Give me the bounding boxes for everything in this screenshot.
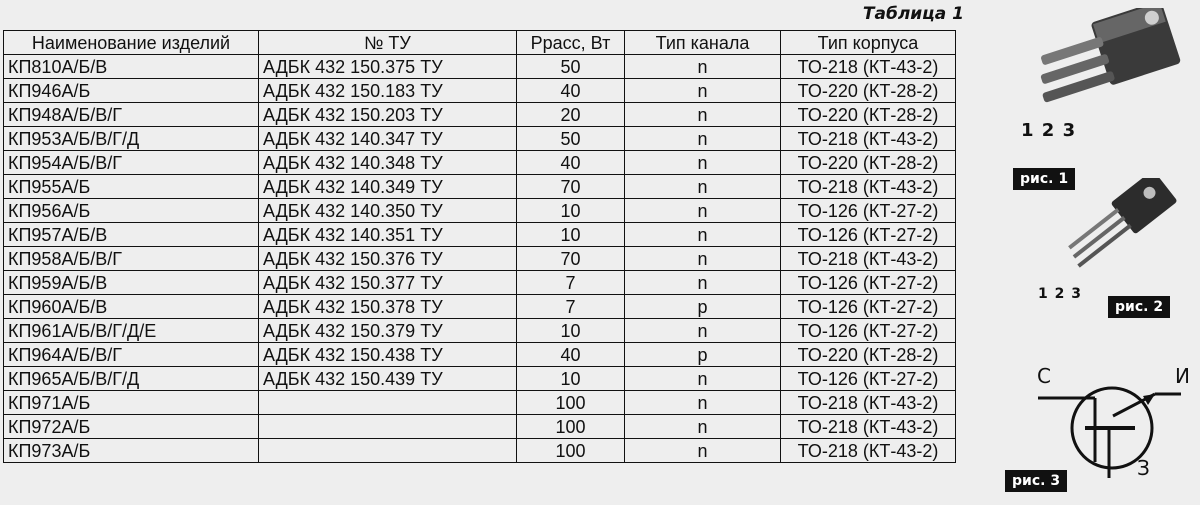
- cell-name: КП960А/Б/В: [4, 295, 259, 319]
- figure-3: [1005, 350, 1200, 500]
- table-row: [4, 55, 956, 79]
- cell-channel: n: [625, 79, 781, 103]
- cell-power: 10: [517, 319, 625, 343]
- cell-case: ТО-218 (КТ-43-2): [781, 439, 956, 463]
- table-row: [4, 199, 956, 223]
- fig3-source-label: И: [1175, 364, 1190, 388]
- cell-name: КП946А/Б: [4, 79, 259, 103]
- cell-name: КП948А/Б/В/Г: [4, 103, 259, 127]
- fig3-gate-label: З: [1137, 456, 1150, 480]
- cell-name: КП956А/Б: [4, 199, 259, 223]
- cell-power: 40: [517, 151, 625, 175]
- table-row: [4, 367, 956, 391]
- figure-1: [1015, 8, 1195, 188]
- cell-case: ТО-220 (КТ-28-2): [781, 103, 956, 127]
- figure-2: [1030, 178, 1200, 318]
- cell-channel: n: [625, 175, 781, 199]
- cell-power: 10: [517, 223, 625, 247]
- cell-tu: АДБК 432 150.203 ТУ: [259, 103, 517, 127]
- table-header-row: [4, 31, 956, 55]
- fig3-drain-label: С: [1037, 364, 1051, 388]
- cell-channel: n: [625, 55, 781, 79]
- cell-power: 100: [517, 415, 625, 439]
- cell-case: ТО-220 (КТ-28-2): [781, 151, 956, 175]
- cell-case: ТО-126 (КТ-27-2): [781, 295, 956, 319]
- table-row: [4, 391, 956, 415]
- cell-name: КП964А/Б/В/Г: [4, 343, 259, 367]
- cell-power: 10: [517, 367, 625, 391]
- cell-name: КП959А/Б/В: [4, 271, 259, 295]
- cell-name: КП972А/Б: [4, 415, 259, 439]
- cell-case: ТО-218 (КТ-43-2): [781, 127, 956, 151]
- header-name: Наименование изделий: [4, 31, 259, 55]
- cell-channel: n: [625, 391, 781, 415]
- cell-power: 7: [517, 271, 625, 295]
- cell-power: 100: [517, 391, 625, 415]
- cell-channel: n: [625, 223, 781, 247]
- cell-channel: n: [625, 439, 781, 463]
- fig3-label: рис. 3: [1005, 470, 1067, 492]
- table-row: [4, 415, 956, 439]
- cell-tu: АДБК 432 150.376 ТУ: [259, 247, 517, 271]
- cell-case: ТО-218 (КТ-43-2): [781, 175, 956, 199]
- cell-tu: [259, 439, 517, 463]
- cell-case: ТО-126 (КТ-27-2): [781, 319, 956, 343]
- cell-tu: [259, 391, 517, 415]
- cell-name: КП955А/Б: [4, 175, 259, 199]
- table-row: [4, 271, 956, 295]
- table-row: [4, 103, 956, 127]
- cell-name: КП961А/Б/В/Г/Д/Е: [4, 319, 259, 343]
- cell-power: 50: [517, 55, 625, 79]
- to-126-package-icon: [1030, 178, 1190, 288]
- cell-channel: n: [625, 271, 781, 295]
- header-tu: № ТУ: [259, 31, 517, 55]
- cell-tu: АДБК 432 140.350 ТУ: [259, 199, 517, 223]
- cell-power: 50: [517, 127, 625, 151]
- table-caption: Таблица 1: [862, 4, 964, 24]
- cell-tu: АДБК 432 150.439 ТУ: [259, 367, 517, 391]
- cell-power: 40: [517, 79, 625, 103]
- cell-power: 20: [517, 103, 625, 127]
- cell-tu: АДБК 432 150.183 ТУ: [259, 79, 517, 103]
- cell-case: ТО-220 (КТ-28-2): [781, 343, 956, 367]
- cell-case: ТО-220 (КТ-28-2): [781, 79, 956, 103]
- cell-power: 70: [517, 247, 625, 271]
- cell-case: ТО-126 (КТ-27-2): [781, 271, 956, 295]
- table-row: [4, 319, 956, 343]
- cell-tu: АДБК 432 140.351 ТУ: [259, 223, 517, 247]
- table-row: [4, 223, 956, 247]
- cell-name: КП958А/Б/В/Г: [4, 247, 259, 271]
- table-row: [4, 295, 956, 319]
- header-case: Тип корпуса: [781, 31, 956, 55]
- cell-power: 7: [517, 295, 625, 319]
- cell-channel: n: [625, 319, 781, 343]
- cell-case: ТО-218 (КТ-43-2): [781, 55, 956, 79]
- cell-name: КП971А/Б: [4, 391, 259, 415]
- cell-channel: n: [625, 415, 781, 439]
- cell-case: ТО-126 (КТ-27-2): [781, 367, 956, 391]
- specs-table: [3, 30, 956, 463]
- cell-channel: p: [625, 295, 781, 319]
- fig1-label: рис. 1: [1013, 168, 1075, 190]
- fig2-pin-numbers: 1 2 3: [1038, 286, 1082, 302]
- cell-tu: АДБК 432 150.379 ТУ: [259, 319, 517, 343]
- table-row: [4, 151, 956, 175]
- cell-case: ТО-126 (КТ-27-2): [781, 199, 956, 223]
- cell-tu: АДБК 432 150.377 ТУ: [259, 271, 517, 295]
- cell-name: КП810А/Б/В: [4, 55, 259, 79]
- cell-tu: АДБК 432 140.347 ТУ: [259, 127, 517, 151]
- cell-name: КП973А/Б: [4, 439, 259, 463]
- cell-case: ТО-126 (КТ-27-2): [781, 223, 956, 247]
- cell-tu: АДБК 432 140.349 ТУ: [259, 175, 517, 199]
- cell-case: ТО-218 (КТ-43-2): [781, 415, 956, 439]
- table-row: [4, 247, 956, 271]
- cell-channel: n: [625, 103, 781, 127]
- cell-name: КП954А/Б/В/Г: [4, 151, 259, 175]
- cell-channel: p: [625, 343, 781, 367]
- cell-name: КП957А/Б/В: [4, 223, 259, 247]
- header-channel: Тип канала: [625, 31, 781, 55]
- to-218-package-icon: [1015, 8, 1195, 128]
- table-row: [4, 127, 956, 151]
- table-row: [4, 343, 956, 367]
- header-power: Ррасс, Вт: [517, 31, 625, 55]
- cell-power: 100: [517, 439, 625, 463]
- cell-channel: n: [625, 247, 781, 271]
- cell-power: 70: [517, 175, 625, 199]
- table-row: [4, 79, 956, 103]
- cell-tu: АДБК 432 140.348 ТУ: [259, 151, 517, 175]
- cell-channel: n: [625, 151, 781, 175]
- table-row: [4, 175, 956, 199]
- table-row: [4, 439, 956, 463]
- cell-channel: n: [625, 127, 781, 151]
- cell-case: ТО-218 (КТ-43-2): [781, 247, 956, 271]
- cell-name: КП965А/Б/В/Г/Д: [4, 367, 259, 391]
- cell-tu: АДБК 432 150.438 ТУ: [259, 343, 517, 367]
- cell-tu: [259, 415, 517, 439]
- fig2-label: рис. 2: [1108, 296, 1170, 318]
- cell-channel: n: [625, 367, 781, 391]
- fig1-pin-numbers: 1 2 3: [1021, 120, 1077, 141]
- cell-name: КП953А/Б/В/Г/Д: [4, 127, 259, 151]
- cell-power: 10: [517, 199, 625, 223]
- cell-channel: n: [625, 199, 781, 223]
- cell-power: 40: [517, 343, 625, 367]
- cell-tu: АДБК 432 150.378 ТУ: [259, 295, 517, 319]
- cell-case: ТО-218 (КТ-43-2): [781, 391, 956, 415]
- cell-tu: АДБК 432 150.375 ТУ: [259, 55, 517, 79]
